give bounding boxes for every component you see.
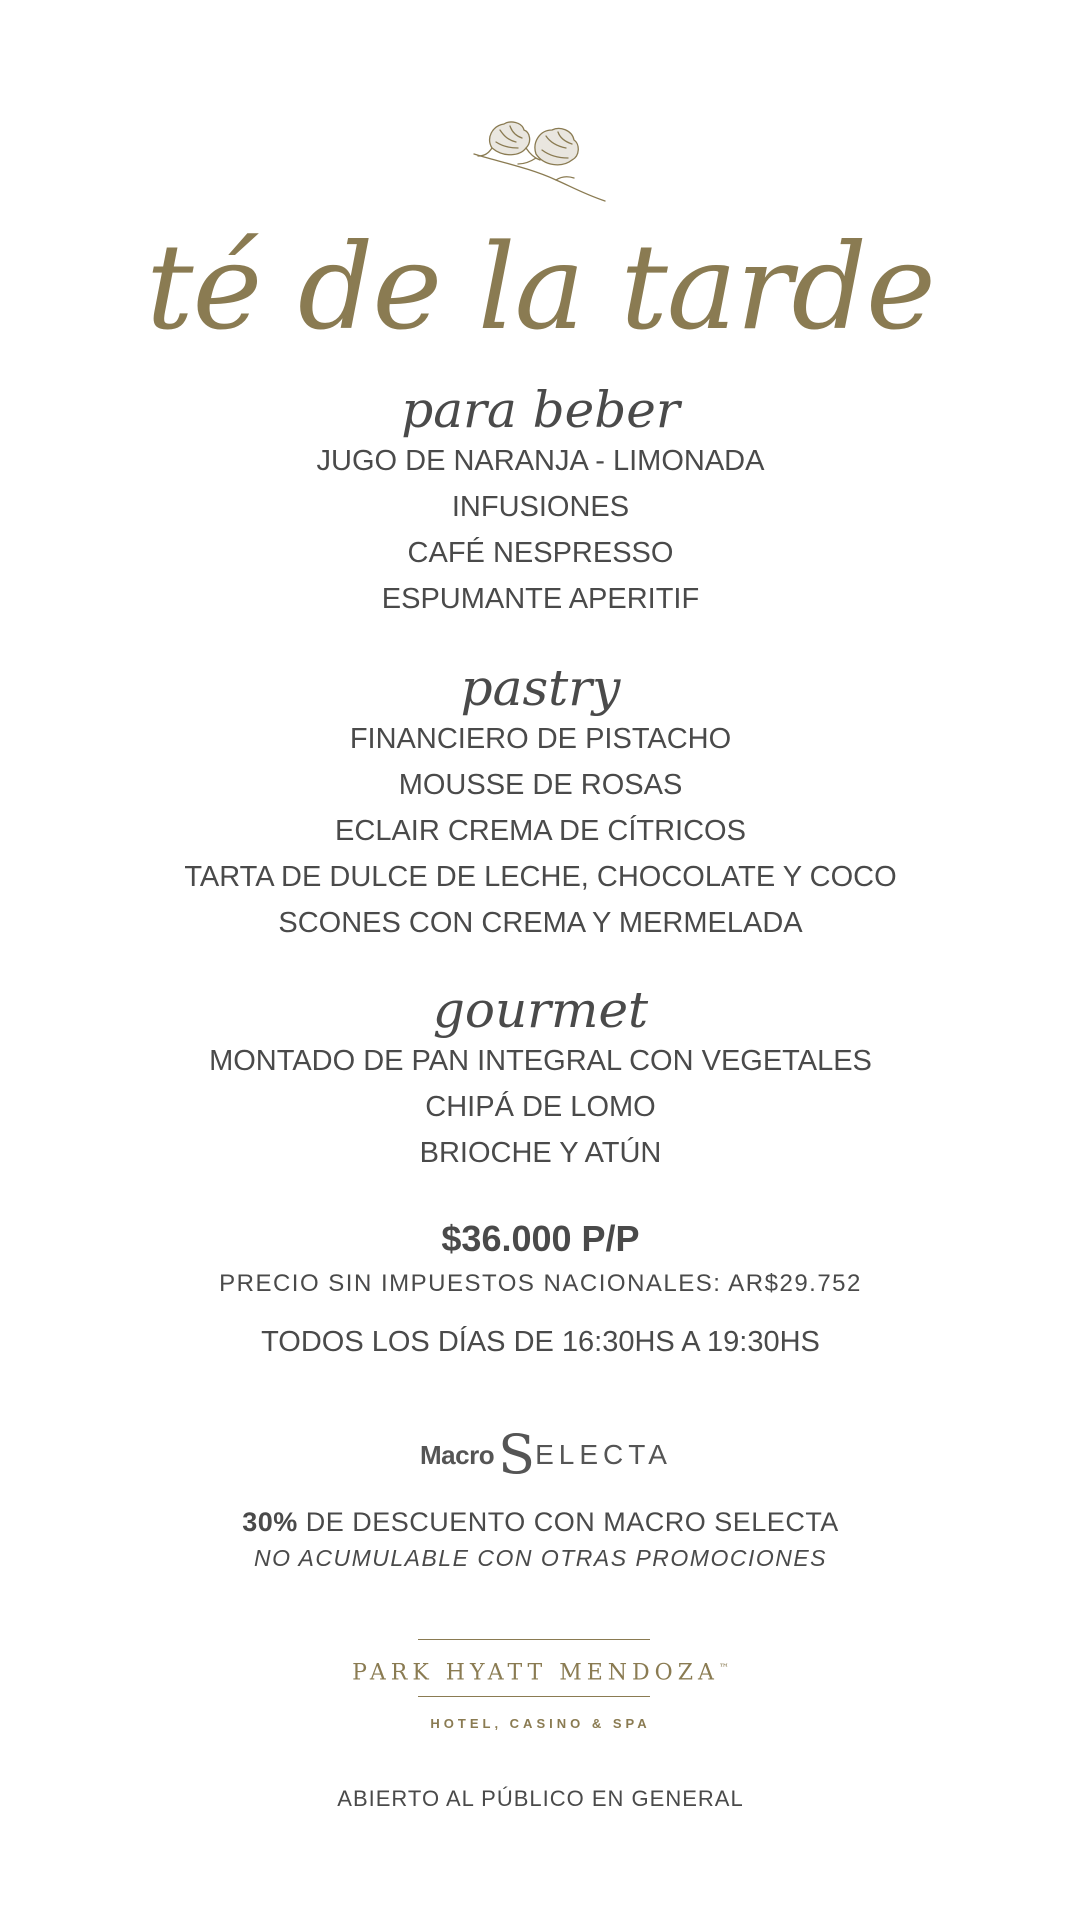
discount-text: DE DESCUENTO CON MACRO SELECTA [297,1507,839,1537]
list-item: CHIPÁ DE LOMO [425,1091,656,1123]
discount-line [0,1504,1081,1540]
price: $36.000 P/P [441,1218,640,1259]
cotton-branch-icon [470,118,610,202]
list-item: ESPUMANTE APERITIF [381,583,700,615]
promo-disclaimer: NO ACUMULABLE CON OTRAS PROMOCIONES [253,1545,828,1571]
list-item: MOUSSE DE ROSAS [398,769,683,801]
list-item: MONTADO DE PAN INTEGRAL CON VEGETALES [209,1045,872,1077]
drinks-list [0,438,1081,622]
discount-percent: 30% [242,1507,298,1537]
macro-logo-word: Macro [420,1439,495,1470]
selecta-logo-word: ELECTA [535,1439,672,1470]
section-pastry [0,660,1081,946]
hotel-logo-name [0,1654,1081,1688]
trademark-symbol: ™ [718,1663,729,1674]
divider [418,1639,650,1640]
divider [418,1696,650,1697]
list-item: JUGO DE NARANJA - LIMONADA [316,445,765,477]
list-item: CAFÉ NESPRESSO [407,537,674,569]
selecta-logo-s: S [498,1423,536,1486]
section-heading-gourmet: gourmet [432,981,649,1039]
list-item: FINANCIERO DE PISTACHO [349,723,732,755]
list-item: SCONES CON CREMA Y MERMELADA [278,907,803,939]
tax-note: PRECIO SIN IMPUESTOS NACIONALES: AR$29.752 [219,1270,862,1297]
public-note: ABIERTO AL PÚBLICO EN GENERAL [337,1786,744,1811]
list-item: INFUSIONES [451,491,630,523]
list-item: TARTA DE DULCE DE LECHE, CHOCOLATE Y COCO [184,861,897,893]
section-heading-pastry: pastry [460,659,621,717]
section-gourmet [0,982,1081,1176]
hotel-subtitle: HOTEL, CASINO & SPA [430,1716,651,1731]
section-heading-drinks: para beber [401,381,680,439]
pastry-list [0,716,1081,946]
gourmet-list [0,1038,1081,1176]
section-drinks [0,382,1081,622]
page-title: té de la tarde [146,218,935,356]
macro-selecta-logo [420,1423,672,1486]
schedule: TODOS LOS DÍAS DE 16:30HS A 19:30HS [261,1326,820,1358]
list-item: ECLAIR CREMA DE CÍTRICOS [335,815,746,847]
hotel-name: PARK HYATT MENDOZA [352,1660,719,1686]
list-item: BRIOCHE Y ATÚN [419,1137,662,1169]
